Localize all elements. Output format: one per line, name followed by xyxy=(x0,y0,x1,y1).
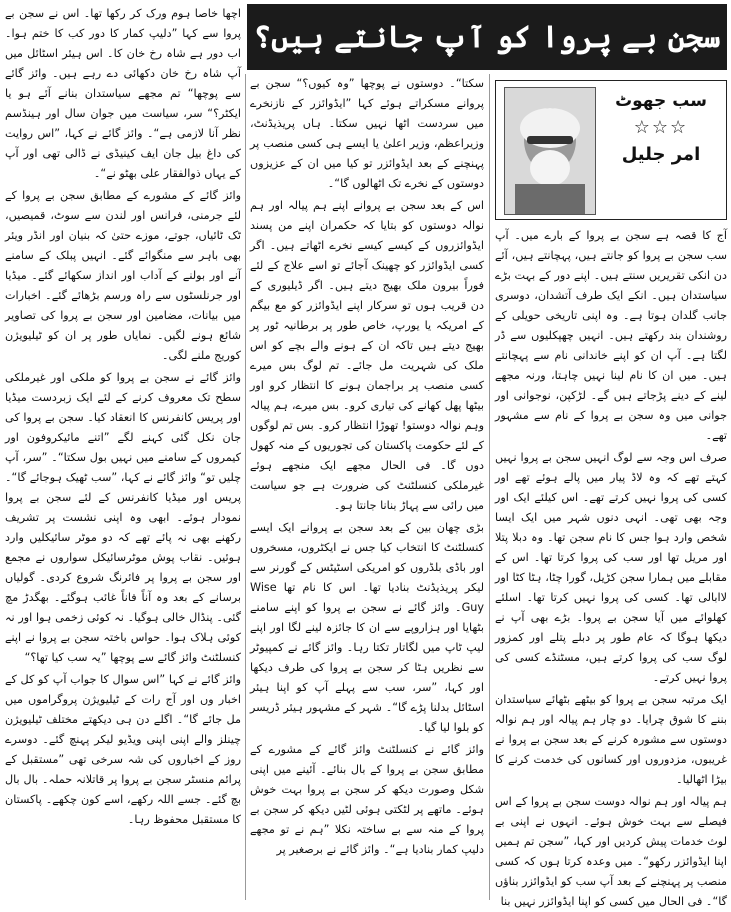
column-divider xyxy=(245,74,246,900)
paragraph: آج کا قصہ ہے سجن بے پروا کے بارے میں۔ آپ سب سجن بے پروا کو جانتے ہیں، پہچانتے ہیں، آئے دن انکی تقریریں سنتے ہیں۔ اپنے دور کے بہت بڑے سیاستدان ہیں۔ انکے ایک طرف آتشدان، دوسری جانب گلدان ہوتا ہے۔ وہ اپنی تاریخی حویلی کے روشندان بند رکھتے ہیں۔ انہیں چھپکلیوں سے ڈر لگتا ہے۔ آپ ان کو اپنے خاندانی نام سے پہچانتے ہیں۔ میں ان کا نام لینا نہیں چاہتا، ورنہ مجھے لینے کے دینے پڑجاتے ہیں گے۔ لڑکپن، نوجوانی اور جوانی میں وہ سجن بے پروا کے نام سے مشہور تھے۔ xyxy=(495,229,727,442)
paragraph: سکتا“۔ دوستوں نے پوچھا ”وہ کیوں؟“ سجن بے پروانے مسکراتے ہوئے کہا ”ایڈوائزر کے نازنخرے میں سردست اٹھا نہیں سکتا۔ ہاں پریذیڈنٹ، وزیراعظم، وزیر اعلیٰ یا ایسے ہی کسی منصب پر پہنچنے کے بعد ایڈوائزر تو کیا میں ان کے عزیزوں دوستوں کے نخرے تک اٹھالوں گا“۔ xyxy=(250,77,484,190)
column-divider xyxy=(489,74,490,900)
paragraph: ہم پیالہ اور ہم نوالہ دوست سجن بے پروا کے اس فیصلے سے بہت خوش ہوئے۔ انہوں نے اپنی بے لوث خدمات پیش کردیں اور کہا، ”سجن تم ہمیں اپنا ایڈوائزر رکھو“۔ میں وعدہ کرتا ہوں کہ کسی منصب پر پہنچنے کے بعد آپ سب کو ایڈوائزر بناؤں گا“۔ فی الحال میں کسی کو اپنا ایڈوائزر نہیں بنا xyxy=(495,795,727,908)
star-rating: ☆☆☆ xyxy=(633,117,689,138)
column-header xyxy=(495,80,727,220)
author-portrait-icon xyxy=(505,88,595,214)
paragraph: بڑی چھان بین کے بعد سجن بے پروانے ایک ایسے کنسلٹنٹ کا انتخاب کیا جس نے ایکٹروں، مسخروں اور باڈی بلڈروں کو امریکی اسٹیٹس کے گورنر سے لیکر پریذیڈنٹ بنادیا تھا۔ اس کا نام تھا Wise Guy۔ وائز گائے نے سجن بے پروا کو اپنے سامنے بٹھایا اور ہزاروپے سے ان کا جائزہ لینے لگا اور اپنے لیپ ٹاپ میں لگاتار تکتا رہا۔ وائز گائے نے کمپیوٹر سے نظریں ہٹا کر سجن بے پروا کی طرف دیکھا اور کہا، ”سر، سب سے پہلے آپ کو اپنا ہیئر اسٹائل بدلنا پڑے گا“۔ شہر کے مشہور ہیئر ڈریسر کو بلوا لیا گیا۔ xyxy=(250,521,484,734)
headline: سجن بے پروا کو آپ جانتے ہیں؟ xyxy=(247,4,727,70)
paragraph: اچھا خاصا ہوم ورک کر رکھا تھا۔ اس نے سجن بے پروا سے کہا ”دلیپ کمار کا دور کب کا ختم ہوا۔ اب دور ہے شاہ رخ خان کا۔ اس ہیئر اسٹائل میں آپ شاہ رخ خان دکھائی دے رہے ہیں۔ وائز گائے سے پوچھا“ تم مجھے سیاستدان بنانے آئے ہو یا ایکٹر؟“ سر، سیاست میں جوان سال اور ہینڈسم نظر آنا لازمی ہے“۔ وائز گائے نے کہا، ”اس روایت کی داغ بیل جان ایف کینیڈی نے ڈالی تھی اور آپ کے یہاں ذوالفقار علی بھٹو نے“۔ xyxy=(5,7,241,180)
paragraph: وائز گائے نے کہا ”اس سوال کا جواب آپ کو کل کے اخبار وں اور آج رات کے ٹیلیویژن پروگراموں میں مل جائے گا“۔ اگلے دن ہی دیکھتے مختلف ٹیلیویژن چینلز والے اپنی اپنی ویڈیو لیکر پہنچ گئے۔ دوسرے روز کے اخباروں کی شہ سرخی تھی ”مستقبل کے پرائم منسٹر سجن بے پروا پر قاتلانہ حملہ۔ بال بال بچ گئے۔ جسے اللہ رکھے، اسے کون چکھے۔ پاکستان کا مستقبل محفوظ رہا۔ xyxy=(5,673,241,826)
article-column-3 xyxy=(5,4,241,900)
paragraph: وائز گائے کے مشورے کے مطابق سجن بے پروا کے لئے جرمنی، فرانس اور لندن سے سوٹ، قمیصیں، ٹک ٹائیاں، جوتے، موزے حتیٰ کہ بنیان اور انڈر ویئر بھی باہر سے منگوائے گئے۔ انہیں پبلک کے سامنے آنے اور بولنے کے آداب اور انداز سکھائے گئے۔ میڈیا اور جرنلسٹوں سے راہ ورسم بڑھائے گئے۔ اخبارات میں بیانات، مضامین اور سجن بے پروا کی تصاویر شائع ہونے لگیں۔ نمایاں طور پر ان کو ٹیلیویژن کوریج ملنے لگی۔ xyxy=(5,189,241,362)
paragraph: وائز گائے نے کنسلٹنٹ وائز گائے کے مشورے کے مطابق سجن بے پروا کے بال بنائے۔ آئینے میں اپنی شکل وصورت دیکھ کر سجن بے پروا بہت خوش ہوئے۔ ماتھے پر لٹکتی ہوئی لٹیں دیکھ کر سجن بے پروا کے منہ سے بے ساختہ نکلا ”ہم نے تو مجھے دلیپ کمار بنادیا ہے“۔ وائز گائے نے برصغیر پر xyxy=(250,743,484,856)
author-name: امر جلیل xyxy=(621,144,701,165)
paragraph: ایک مرتبہ سجن بے پروا کو بیٹھے بٹھائے سیاستدان بننے کا شوق چرایا۔ دو چار ہم پیالہ اور ہم نوالہ دوستوں سے مشورہ کرنے کے بعد سجن بے پروا نے غریبوں، مزدوروں اور کسانوں کی خدمت کرنے کا بیڑا اٹھالیا۔ xyxy=(495,693,727,786)
article-column-2 xyxy=(250,74,484,900)
column-name: سب جھوٹ xyxy=(615,91,707,111)
paragraph: اس کے بعد سجن بے پروانے اپنے ہم پیالہ اور ہم نوالہ دوستوں کو بتایا کہ حکمران اپنے من پسند ایڈوائزروں کے کیسے کیسے نخرے اٹھاتے ہیں۔ اگر کسی ایڈوائزر کو چھینک آجائے تو اسے علاج کے لئے فوراً بیرون ملک بھیج دیتے ہیں۔ اگر ڈیلیوری کے دن قریب ہوں تو سرکار اپنے ایڈوائزر کو مع بیگم کے امریکہ یا یورپ، خاص طور پر برطانیہ ٹور پر بھیج دیتے ہیں تاکہ ان کے ہونے والے بچے کو اس ملک کی شہریت مل جائے۔ تم لوگ بس میرے کسی منصب پر براجمان ہونے کا انتظار کرو اور بیٹھا پھل کھانے کی تیاری کرو۔ بس میرے، ہم پیالہ وہم نوالہ دوستو! تھوڑا انتظار کرو۔ بس تم لوگوں کے لئے حکومت پاکستان کی تجوریوں کے منہ کھول دوں گا۔ فی الحال مجھے ایک منجھے ہوئے غیرملکی کنسلٹنٹ کی ضرورت ہے جو سیاست میں رائی سے پہاڑ بنانا جانتا ہو۔ xyxy=(250,199,484,512)
author-photo xyxy=(504,87,596,215)
paragraph: صرف اس وجہ سے لوگ انہیں سجن بے پروا نہیں کہتے تھے کہ وہ لاڈ پیار میں پالے ہوئے تھے اور کسی کی پروا نہیں کرتے تھے۔ اس کیلئے ایک اور وجہ بھی تھی۔ انہی دنوں شہر میں ایک ایسا شخص وارد ہوا جس کا نام سجن تھا۔ وہ دبلا پتلا اور مریل تھا اور سب کی پروا کرتا تھا۔ اس کے مقابلے میں ہمارا سجن کڑیل، گورا چٹا، ہٹا کٹا اور لاابالی تھا۔ کسی کی پروا نہیں کرتا تھا۔ اسلئے کھلوائے میں آیا سجن بے پروا۔ بڑے بھی آپ نے دیکھا ہوگا کہ عام طور پر دبلے پتلے اور کمزور لوگ سب کی پروا کرتے ہیں، مسٹنڈے کسی کی پروا نہیں کرتے۔ xyxy=(495,451,727,684)
article-column-1 xyxy=(495,226,727,908)
paragraph: وائز گائے نے سجن بے پروا کو ملکی اور غیرملکی سطح تک معروف کرنے کے لئے ایک زبردست میڈیا اور پریس کانفرنس کا انعقاد کیا۔ سجن بے پروا کی جان نکل گئی کہنے لگے ”اتنے مائیکروفون اور کیمروں کے سامنے میں نہیں بول سکتا“۔ ”سر، آپ چلیں تو“ وائز گائے نے کہا، ”سب ٹھیک ہوجائے گا“۔ پریس اور میڈیا کانفرنس کے لئے سجن بے پروا نمودار ہوئے۔ ابھی وہ اپنی نشست پر تشریف رکھنے بھی نہ پائے تھے کہ دو موٹر سائیکلیں وارد ہوئیں۔ نقاب پوش موٹرسائیکل سواروں نے مجمع اور سجن بے پروا پر فائرنگ شروع کردی۔ گولیاں برسانے کے بعد وہ آناً فاناً غائب ہوگئے۔ بھگدڑ مچ گئی۔ پنڈال خالی ہوگیا۔ نہ کوئی زخمی ہوا اور نہ کوئی ہلاک ہوا۔ حواس باختہ سجن بے پروا نے اپنے کنسلٹنٹ وائز گائے سے پوچھا ”یہ سب کیا تھا؟“ xyxy=(5,371,241,664)
byline xyxy=(606,91,716,165)
